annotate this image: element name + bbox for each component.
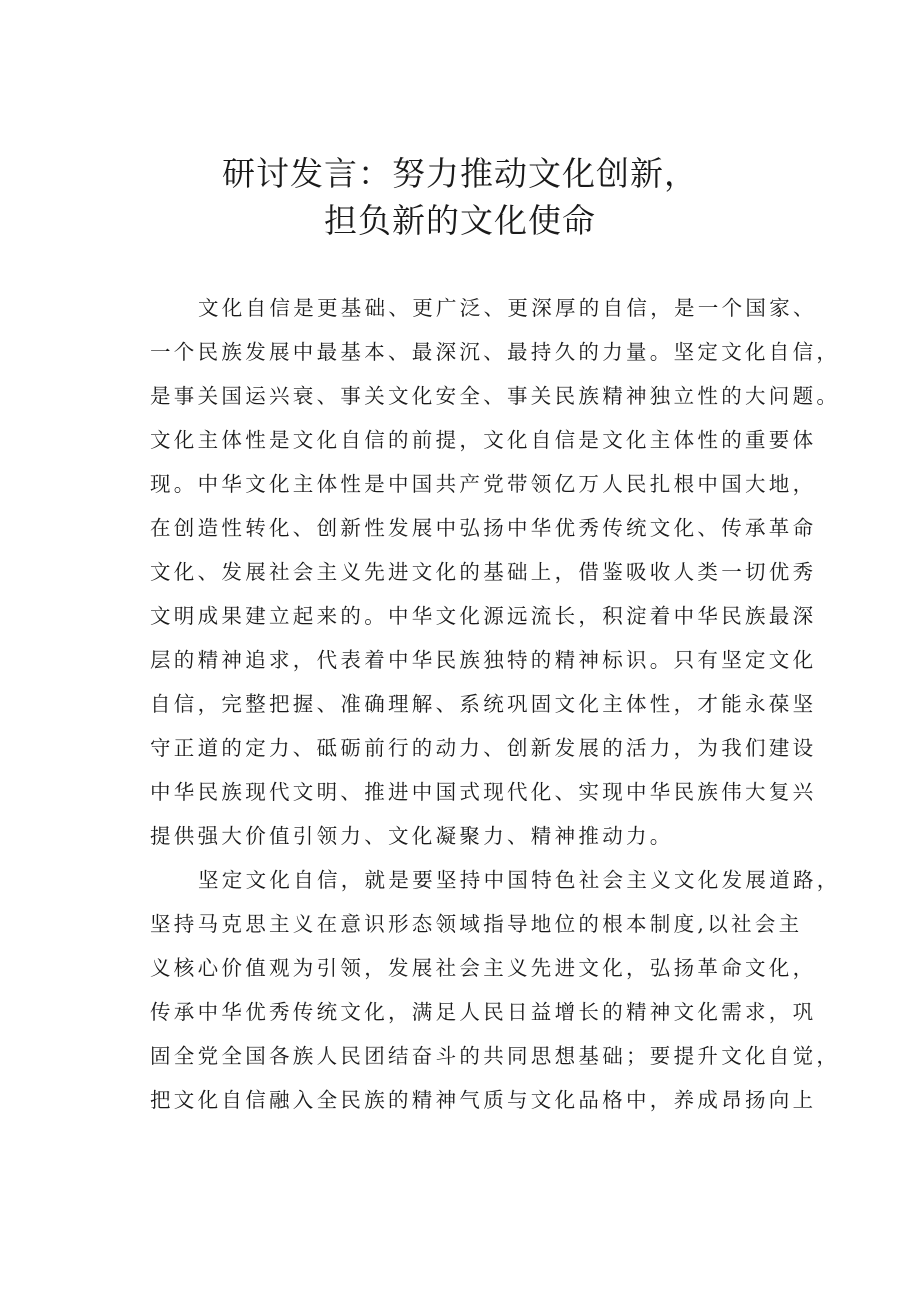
text-line: 坚持马克思主义在意识形态领域指导地位的根本制度,以社会主 [150, 912, 803, 936]
text-line: 义核心价值观为引领，发展社会主义先进文化，弘扬革命文化， [150, 956, 817, 980]
text-line: 是事关国运兴衰、事关文化安全、事关民族精神独立性的大问题。 [150, 384, 841, 408]
text-line: 文化主体性是文化自信的前提，文化自信是文化主体性的重要体 [150, 428, 817, 452]
text-line: 自信，完整把握、准确理解、系统巩固文化主体性，才能永葆坚 [150, 692, 817, 716]
text-line: 在创造性转化、创新性发展中弘扬中华优秀传统文化、传承革命 [150, 516, 817, 540]
paragraph-2 [150, 858, 841, 1122]
text-line: 守正道的定力、砥砺前行的动力、创新发展的活力，为我们建设 [150, 736, 817, 760]
document-body [150, 286, 841, 1122]
text-line: 把文化自信融入全民族的精神气质与文化品格中，养成昂扬向上 [150, 1088, 817, 1112]
text-line: 传承中华优秀传统文化，满足人民日益增长的精神文化需求，巩 [150, 1000, 817, 1024]
document-title [0, 150, 920, 244]
text-line: 坚定文化自信，就是要坚持中国特色社会主义文化发展道路， [198, 868, 841, 892]
text-line: 文化自信是更基础、更广泛、更深厚的自信，是一个国家、 [198, 296, 817, 320]
title-line-2: 担负新的文化使命 [324, 201, 596, 240]
text-line: 文化、发展社会主义先进文化的基础上，借鉴吸收人类一切优秀 [150, 560, 817, 584]
paragraph-1 [150, 286, 841, 858]
text-line: 固全党全国各族人民团结奋斗的共同思想基础；要提升文化自觉， [150, 1044, 841, 1068]
text-line: 提供强大价值引领力、文化凝聚力、精神推动力。 [150, 824, 674, 848]
title-line-1: 研讨发言：努力推动文化创新， [222, 154, 698, 193]
text-line: 中华民族现代文明、推进中国式现代化、实现中华民族伟大复兴 [150, 780, 817, 804]
text-line: 一个民族发展中最基本、最深沉、最持久的力量。坚定文化自信， [150, 340, 841, 364]
text-line: 现。中华文化主体性是中国共产党带领亿万人民扎根中国大地， [150, 472, 817, 496]
text-line: 层的精神追求，代表着中华民族独特的精神标识。只有坚定文化 [150, 648, 817, 672]
text-line: 文明成果建立起来的。中华文化源远流长，积淀着中华民族最深 [150, 604, 817, 628]
